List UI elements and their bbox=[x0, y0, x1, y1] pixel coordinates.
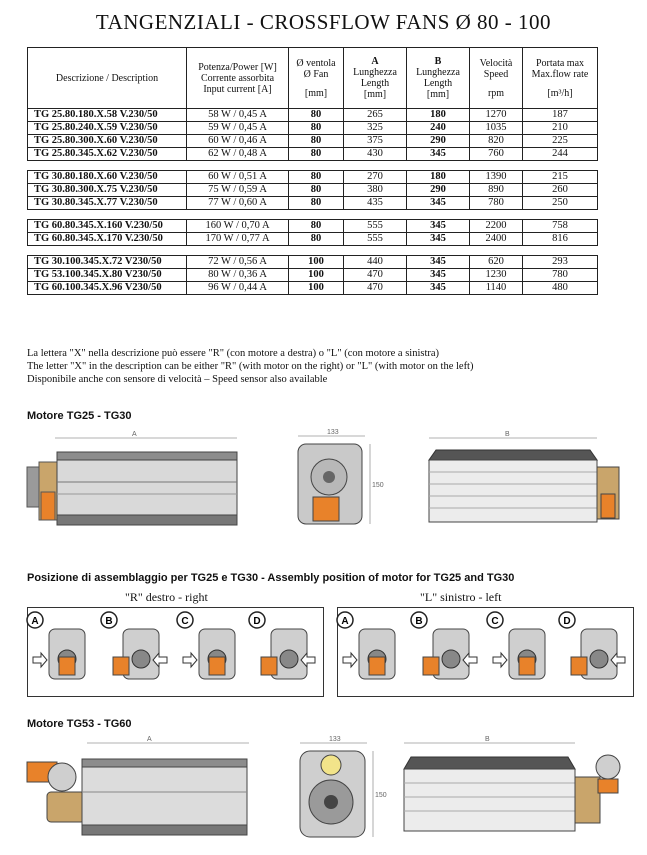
header-description: Descrizione / Description bbox=[28, 48, 187, 109]
dim-a-label: A bbox=[132, 431, 137, 438]
cell-flow: 250 bbox=[523, 197, 598, 210]
cell-length-b: 180 bbox=[407, 171, 470, 184]
cell-flow: 260 bbox=[523, 184, 598, 197]
cell-fan: 80 bbox=[289, 184, 344, 197]
fan-end-view-drawing bbox=[293, 429, 384, 532]
position-letter: D bbox=[563, 616, 571, 627]
table-row bbox=[28, 171, 598, 184]
cell-length-a: 435 bbox=[344, 197, 407, 210]
group-spacer bbox=[28, 210, 598, 220]
cell-description: TG 25.80.300.X.60 V.230/50 bbox=[28, 135, 187, 148]
cell-fan: 80 bbox=[289, 122, 344, 135]
cell-description: TG 25.80.345.X.62 V.230/50 bbox=[28, 148, 187, 161]
section-motor-tg53-tg60: Motore TG53 - TG60 bbox=[27, 718, 132, 730]
dim-width-label-2: 133 bbox=[329, 736, 341, 743]
note-en: The letter "X" in the description can be either "R" (with motor on the right) or "L" (with motor on the left) bbox=[27, 361, 474, 372]
cell-speed: 1140 bbox=[470, 282, 523, 295]
cell-description: TG 60.100.345.X.96 V230/50 bbox=[28, 282, 187, 295]
table-row bbox=[28, 184, 598, 197]
cell-length-a: 555 bbox=[344, 233, 407, 246]
table-row bbox=[28, 135, 598, 148]
position-letter: B bbox=[105, 616, 113, 627]
cell-power: 80 W / 0,36 A bbox=[187, 269, 289, 282]
cell-fan: 80 bbox=[289, 220, 344, 233]
cell-speed: 2200 bbox=[470, 220, 523, 233]
cell-length-b: 180 bbox=[407, 109, 470, 122]
cell-length-a: 270 bbox=[344, 171, 407, 184]
table-row bbox=[28, 269, 598, 282]
cell-length-b: 240 bbox=[407, 122, 470, 135]
cell-description: TG 30.100.345.X.72 V230/50 bbox=[28, 256, 187, 269]
cell-length-a: 380 bbox=[344, 184, 407, 197]
cell-power: 62 W / 0,48 A bbox=[187, 148, 289, 161]
assembly-position-d bbox=[559, 612, 625, 679]
cell-length-b: 345 bbox=[407, 148, 470, 161]
table-row bbox=[28, 233, 598, 246]
section-motor-tg25-tg30: Motore TG25 - TG30 bbox=[27, 410, 132, 422]
cell-power: 75 W / 0,59 A bbox=[187, 184, 289, 197]
cell-speed: 1270 bbox=[470, 109, 523, 122]
cell-power: 72 W / 0,56 A bbox=[187, 256, 289, 269]
assembly-position-b bbox=[101, 612, 167, 679]
notes bbox=[27, 347, 473, 386]
position-letter: A bbox=[31, 616, 39, 627]
cell-power: 59 W / 0,45 A bbox=[187, 122, 289, 135]
cell-description: TG 25.80.180.X.58 V.230/50 bbox=[28, 109, 187, 122]
fan-large-end-view-drawing bbox=[295, 736, 387, 842]
cell-speed: 620 bbox=[470, 256, 523, 269]
cell-length-b: 345 bbox=[407, 256, 470, 269]
table-row bbox=[28, 148, 598, 161]
fan-large-side-view-drawing bbox=[27, 737, 252, 842]
cell-length-a: 440 bbox=[344, 256, 407, 269]
cell-flow: 480 bbox=[523, 282, 598, 295]
table-row bbox=[28, 197, 598, 210]
position-letter: A bbox=[341, 616, 349, 627]
cell-length-a: 375 bbox=[344, 135, 407, 148]
cell-length-a: 265 bbox=[344, 109, 407, 122]
cell-speed: 1390 bbox=[470, 171, 523, 184]
cell-flow: 187 bbox=[523, 109, 598, 122]
cell-speed: 780 bbox=[470, 197, 523, 210]
cell-fan: 80 bbox=[289, 197, 344, 210]
note-sensor: Disponibile anche con sensore di velocità – Speed sensor also available bbox=[27, 374, 328, 385]
cell-length-b: 345 bbox=[407, 233, 470, 246]
dim-b-label: B bbox=[505, 431, 510, 438]
cell-length-b: 345 bbox=[407, 197, 470, 210]
cell-length-b: 345 bbox=[407, 269, 470, 282]
cell-power: 170 W / 0,77 A bbox=[187, 233, 289, 246]
header-speed: Velocità Speed rpm bbox=[470, 48, 523, 109]
cell-fan: 80 bbox=[289, 148, 344, 161]
label-left-assembly: "L" sinistro - left bbox=[420, 590, 502, 604]
position-letter: B bbox=[415, 616, 423, 627]
cell-fan: 100 bbox=[289, 256, 344, 269]
cell-length-b: 290 bbox=[407, 135, 470, 148]
cell-description: TG 60.80.345.X.160 V.230/50 bbox=[28, 220, 187, 233]
fan-side-view-drawing bbox=[27, 432, 242, 532]
dim-width-label: 133 bbox=[327, 429, 339, 436]
assembly-position-c bbox=[487, 612, 545, 679]
header-length-a: A Lunghezza Length [mm] bbox=[344, 48, 407, 109]
cell-length-b: 290 bbox=[407, 184, 470, 197]
cell-speed: 820 bbox=[470, 135, 523, 148]
cell-fan: 80 bbox=[289, 109, 344, 122]
note-it: La lettera "X" nella descrizione può essere "R" (con motore a destra) o "L" (con motore a sinistra) bbox=[27, 348, 440, 359]
cell-description: TG 30.80.180.X.60 V.230/50 bbox=[28, 171, 187, 184]
cell-length-a: 470 bbox=[344, 269, 407, 282]
cell-fan: 100 bbox=[289, 269, 344, 282]
cell-flow: 215 bbox=[523, 171, 598, 184]
position-letter: D bbox=[253, 616, 261, 627]
header-fan: Ø ventola Ø Fan [mm] bbox=[289, 48, 344, 109]
assembly-position-d bbox=[249, 612, 315, 679]
cell-power: 60 W / 0,46 A bbox=[187, 135, 289, 148]
table-row bbox=[28, 282, 598, 295]
table-row bbox=[28, 220, 598, 233]
cell-speed: 1230 bbox=[470, 269, 523, 282]
cell-description: TG 60.80.345.X.170 V.230/50 bbox=[28, 233, 187, 246]
cell-power: 58 W / 0,45 A bbox=[187, 109, 289, 122]
cell-power: 160 W / 0,70 A bbox=[187, 220, 289, 233]
assembly-position-a bbox=[27, 612, 85, 679]
page-title: TANGENZIALI - CROSSFLOW FANS Ø 80 - 100 bbox=[95, 10, 552, 34]
assembly-positions-drawing bbox=[27, 607, 634, 697]
cell-fan: 80 bbox=[289, 233, 344, 246]
label-right-assembly: "R" destro - right bbox=[125, 590, 208, 604]
cell-fan: 80 bbox=[289, 135, 344, 148]
cell-flow: 816 bbox=[523, 233, 598, 246]
header-length-b: B Lunghezza Length [mm] bbox=[407, 48, 470, 109]
cell-length-a: 430 bbox=[344, 148, 407, 161]
group-spacer bbox=[28, 246, 598, 256]
fan-large-top-view-drawing bbox=[400, 737, 625, 842]
cell-flow: 780 bbox=[523, 269, 598, 282]
cell-fan: 100 bbox=[289, 282, 344, 295]
dim-b-label-2: B bbox=[485, 736, 490, 743]
cell-speed: 760 bbox=[470, 148, 523, 161]
cell-flow: 225 bbox=[523, 135, 598, 148]
cell-flow: 210 bbox=[523, 122, 598, 135]
assembly-position-a bbox=[337, 612, 395, 679]
table-row bbox=[28, 256, 598, 269]
section-assembly-position: Posizione di assemblaggio per TG25 e TG30 - Assembly position of motor for TG25 and TG30 bbox=[27, 572, 515, 584]
spec-table bbox=[27, 47, 598, 295]
cell-flow: 244 bbox=[523, 148, 598, 161]
position-letter: C bbox=[491, 616, 499, 627]
assembly-position-c bbox=[177, 612, 235, 679]
group-spacer bbox=[28, 161, 598, 171]
cell-length-b: 345 bbox=[407, 220, 470, 233]
header-power: Potenza/Power [W] Corrente assorbita Input current [A] bbox=[187, 48, 289, 109]
cell-power: 60 W / 0,51 A bbox=[187, 171, 289, 184]
cell-length-a: 325 bbox=[344, 122, 407, 135]
cell-speed: 1035 bbox=[470, 122, 523, 135]
cell-power: 96 W / 0,44 A bbox=[187, 282, 289, 295]
table-row bbox=[28, 122, 598, 135]
header-flow: Portata max Max.flow rate [m³/h] bbox=[523, 48, 598, 109]
cell-power: 77 W / 0,60 A bbox=[187, 197, 289, 210]
spec-table-body bbox=[28, 109, 598, 295]
cell-speed: 890 bbox=[470, 184, 523, 197]
cell-fan: 80 bbox=[289, 171, 344, 184]
cell-description: TG 30.80.345.X.77 V.230/50 bbox=[28, 197, 187, 210]
cell-flow: 758 bbox=[523, 220, 598, 233]
cell-length-b: 345 bbox=[407, 282, 470, 295]
assembly-position-b bbox=[411, 612, 477, 679]
fan-top-view-drawing bbox=[425, 432, 625, 532]
cell-speed: 2400 bbox=[470, 233, 523, 246]
cell-description: TG 30.80.300.X.75 V.230/50 bbox=[28, 184, 187, 197]
cell-description: TG 25.80.240.X.59 V.230/50 bbox=[28, 122, 187, 135]
dim-a-label-2: A bbox=[147, 736, 152, 743]
cell-description: TG 53.100.345.X.80 V230/50 bbox=[28, 269, 187, 282]
cell-flow: 293 bbox=[523, 256, 598, 269]
cell-length-a: 470 bbox=[344, 282, 407, 295]
cell-length-a: 555 bbox=[344, 220, 407, 233]
table-row bbox=[28, 109, 598, 122]
dim-height-label-2: 150 bbox=[375, 792, 387, 799]
position-letter: C bbox=[181, 616, 189, 627]
dim-height-label: 150 bbox=[372, 482, 384, 489]
